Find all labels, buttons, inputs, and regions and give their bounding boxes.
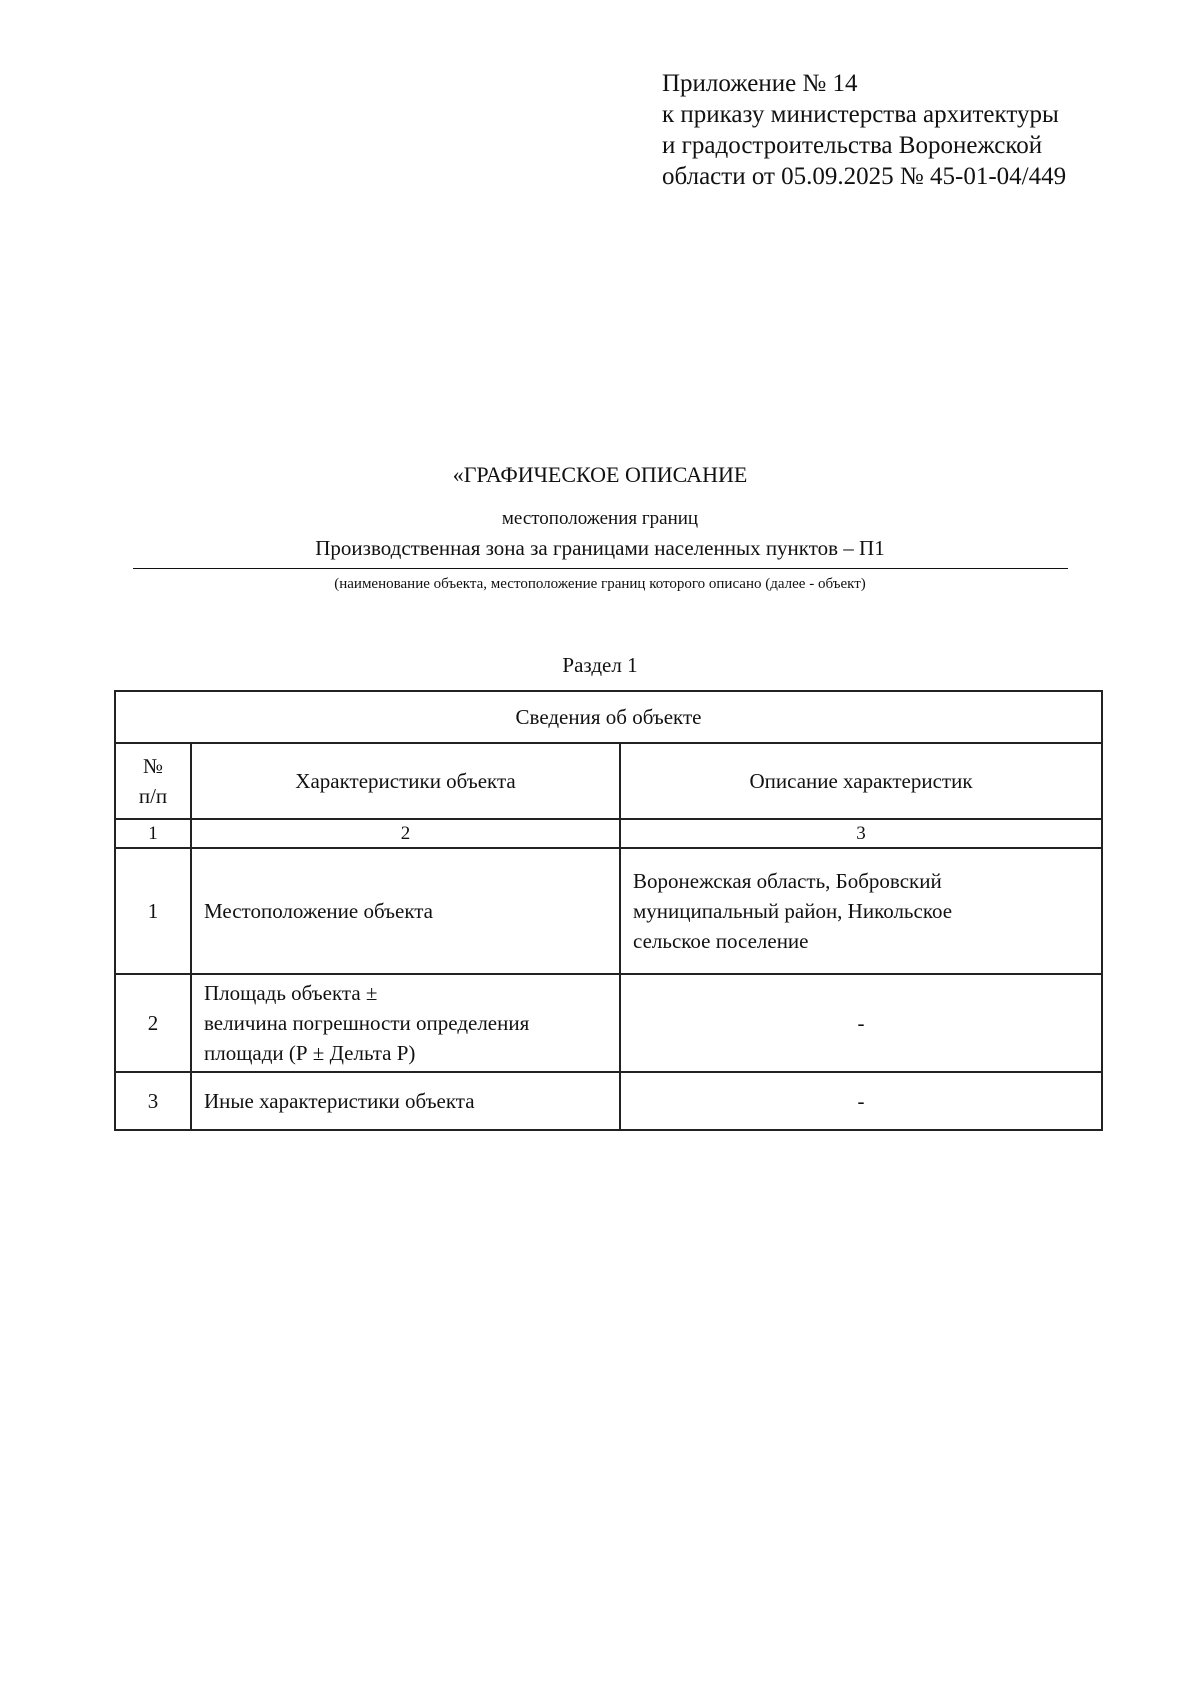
object-name-underline [133,568,1068,569]
object-info-table [114,690,1103,1131]
row-description [620,848,1102,974]
header-num-line: п/п [138,784,168,808]
column-number-row [115,819,1102,848]
row-characteristic [191,1072,620,1130]
header-num [115,743,191,819]
appendix-line: Приложение № 14 [662,70,858,97]
row-description-line: - [857,1089,865,1113]
appendix-line: и градостроительства Воронежской [662,132,1043,159]
row-characteristic [191,848,620,974]
row-number: 1 [115,848,191,974]
column-number: 2 [191,819,620,848]
row-number: 3 [115,1072,191,1130]
row-characteristic [191,974,620,1072]
row-description-line: муниципальный район, Никольское [633,899,953,923]
row-description [620,974,1102,1072]
row-description [620,1072,1102,1130]
row-description-line: сельское поселение [633,929,809,953]
row-characteristic-line: Иные характеристики объекта [204,1089,475,1113]
header-characteristic: Характеристики объекта [191,743,620,819]
section-label: Раздел 1 [562,653,638,677]
document-title: «ГРАФИЧЕСКОЕ ОПИСАНИЕ [452,462,748,487]
header-num-line: № [142,754,164,778]
column-number: 3 [620,819,1102,848]
row-characteristic-line: величина погрешности определения [204,1011,530,1035]
object-name-caption: (наименование объекта, местоположение границ которого описано (далее - объект) [334,576,866,592]
table-caption: Сведения об объекте [115,691,1102,743]
appendix-line: области от 05.09.2025 № 45-01-04/449 [662,163,1067,190]
row-characteristic-line: Площадь объекта ± [204,981,378,1005]
object-name: Производственная зона за границами населенных пунктов – П1 [315,536,885,560]
row-description-line: Воронежская область, Бобровский [633,869,942,893]
row-number: 2 [115,974,191,1072]
row-characteristic-line: площади (Р ± Дельта Р) [204,1041,416,1065]
document-subtitle: местоположения границ [501,508,699,529]
table-header-row [115,743,1102,819]
table-caption-row [115,691,1102,743]
table-row [115,974,1102,1072]
table-row [115,1072,1102,1130]
row-description-line: - [857,1011,865,1035]
column-number: 1 [115,819,191,848]
header-description: Описание характеристик [620,743,1102,819]
appendix-line: к приказу министерства архитектуры [662,101,1059,128]
row-characteristic-line: Местоположение объекта [204,899,434,923]
appendix-heading [662,68,1066,192]
table-row [115,848,1102,974]
